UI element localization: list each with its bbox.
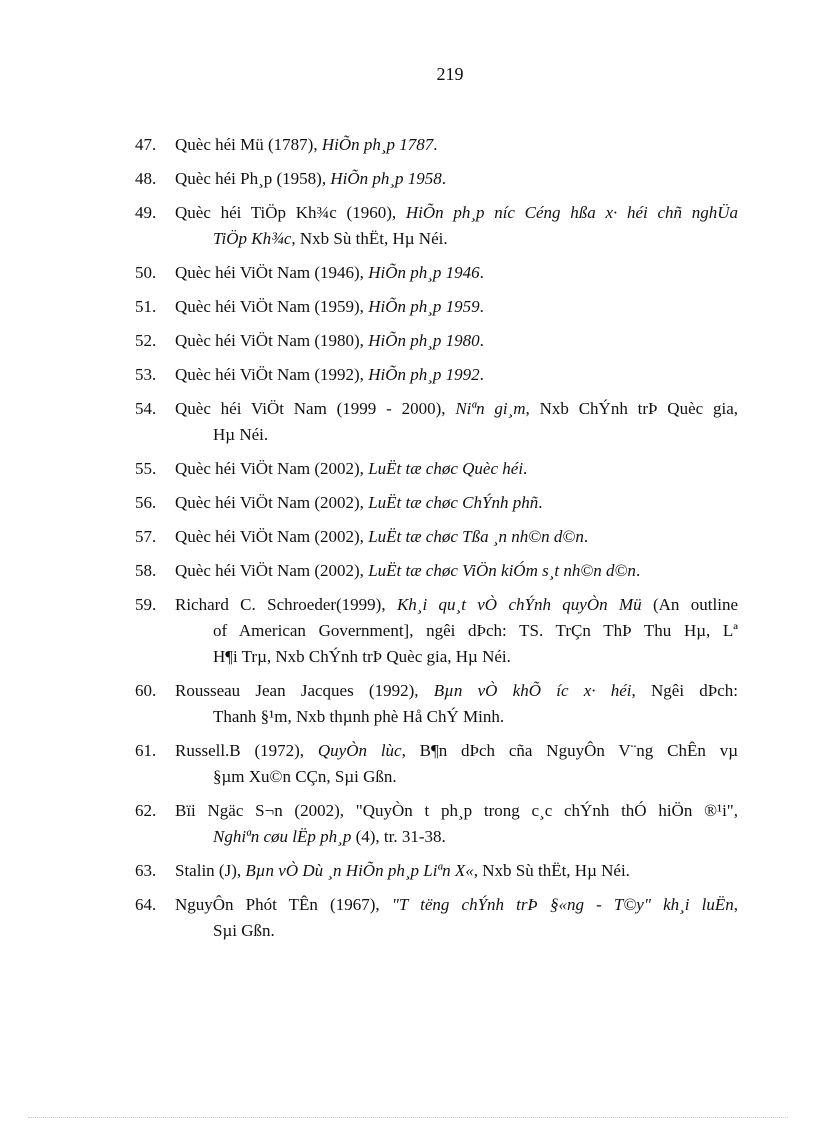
reference-item xyxy=(135,260,738,286)
reference-title: Nghiªn cøu lËp ph¸p xyxy=(213,827,352,846)
reference-number: 49. xyxy=(135,203,157,222)
reference-text xyxy=(175,678,738,730)
reference-title: Bµn vÒ Dù ¸n HiÕn ph¸p Liªn X« xyxy=(245,861,474,880)
reference-item xyxy=(135,798,738,850)
page-number: 219 xyxy=(436,64,464,84)
reference-title: Kh¸i qu¸t vÒ chÝnh quyÒn Mü xyxy=(396,595,642,614)
reference-segment: of American Government], ngêi dÞch: TS. TrÇn ThÞ Thu Hµ, Lª xyxy=(213,621,738,640)
reference-segment: Quèc héi ViÖt Nam (1946), xyxy=(175,263,369,282)
reference-line xyxy=(175,704,738,730)
reference-list xyxy=(135,132,738,952)
reference-title: LuËt tæ chøc ChÝnh phñ xyxy=(368,493,539,512)
reference-segment: . xyxy=(479,365,484,384)
reference-text xyxy=(175,396,738,448)
reference-line xyxy=(175,200,738,226)
reference-line xyxy=(175,422,738,448)
reference-segment: Quèc héi ViÖt Nam (1992), xyxy=(175,365,369,384)
reference-line xyxy=(175,618,738,644)
reference-segment: Quèc héi TiÖp Kh¾c (1960), xyxy=(175,203,406,222)
reference-number: 53. xyxy=(135,365,157,384)
reference-number: 64. xyxy=(135,895,157,914)
reference-number: 50. xyxy=(135,263,157,282)
reference-text xyxy=(175,260,738,286)
reference-segment: . xyxy=(635,561,641,580)
reference-segment: Quèc héi Mü (1787), xyxy=(175,135,322,154)
reference-item xyxy=(135,396,738,448)
reference-line xyxy=(175,260,738,286)
reference-segment: , Nxb ChÝnh trÞ Quèc gia, xyxy=(525,399,738,418)
reference-segment: (An outline xyxy=(641,595,738,614)
reference-segment: , xyxy=(733,895,738,914)
reference-title: HiÕn ph¸p 1787 xyxy=(321,135,434,154)
reference-title: HiÕn ph¸p níc Céng hßa x· héi chñ nghÜa xyxy=(405,203,738,222)
reference-line xyxy=(175,798,738,824)
reference-item xyxy=(135,490,738,516)
reference-text xyxy=(175,362,738,388)
reference-line xyxy=(175,132,738,158)
reference-segment: H¶i Trµ, Nxb ChÝnh trÞ Quèc gia, Hµ Néi. xyxy=(213,647,511,666)
reference-segment: Quèc héi ViÖt Nam (2002), xyxy=(175,527,369,546)
reference-text xyxy=(175,558,738,584)
reference-segment: Quèc héi ViÖt Nam (2002), xyxy=(175,459,369,478)
reference-text xyxy=(175,738,738,790)
reference-segment: Thanh §¹m, Nxb thµnh phè Hå ChÝ Minh. xyxy=(213,707,505,726)
reference-segment: . xyxy=(433,135,438,154)
reference-number: 57. xyxy=(135,527,157,546)
reference-line xyxy=(175,396,738,422)
page-bottom-divider xyxy=(28,1117,788,1118)
reference-segment: Richard C. Schroeder(1999), xyxy=(175,595,397,614)
reference-line xyxy=(175,362,738,388)
reference-item xyxy=(135,524,738,550)
reference-segment: Bïi Ngäc S¬n (2002), "QuyÒn t ph¸p trong c¸c chÝnh thÓ hiÖn ®¹i", xyxy=(175,801,738,820)
reference-segment: Quèc héi ViÖt Nam (1999 - 2000), xyxy=(175,399,456,418)
reference-title: HiÕn ph¸p 1980 xyxy=(368,331,480,350)
reference-text xyxy=(175,294,738,320)
reference-text xyxy=(175,166,738,192)
reference-segment: Sµi Gßn. xyxy=(213,921,275,940)
reference-line xyxy=(175,524,738,550)
reference-item xyxy=(135,132,738,158)
reference-line xyxy=(175,858,738,884)
reference-number: 58. xyxy=(135,561,157,580)
reference-segment: Rousseau Jean Jacques (1992), xyxy=(175,681,434,700)
reference-number: 63. xyxy=(135,861,157,880)
reference-segment: (4), tr. 31-38. xyxy=(351,827,446,846)
reference-segment: NguyÔn Phót TÊn (1967), xyxy=(175,895,392,914)
reference-line xyxy=(175,644,738,670)
reference-item xyxy=(135,362,738,388)
reference-segment: . xyxy=(538,493,543,512)
reference-number: 48. xyxy=(135,169,157,188)
reference-item xyxy=(135,558,738,584)
reference-number: 55. xyxy=(135,459,157,478)
reference-line xyxy=(175,456,738,482)
reference-segment: Quèc héi ViÖt Nam (2002), xyxy=(175,561,369,580)
reference-segment: Quèc héi ViÖt Nam (1980), xyxy=(175,331,369,350)
reference-segment: . xyxy=(583,527,589,546)
reference-text xyxy=(175,490,738,516)
reference-segment: , B¶n dÞch cña NguyÔn V¨ng ChÊn vµ xyxy=(401,741,738,760)
reference-text xyxy=(175,858,738,884)
reference-segment: Stalin (J), xyxy=(175,861,246,880)
reference-line xyxy=(175,226,738,252)
reference-segment: . xyxy=(523,459,528,478)
reference-title: QuyÒn lùc xyxy=(317,741,402,760)
reference-number: 56. xyxy=(135,493,157,512)
reference-item xyxy=(135,166,738,192)
reference-item xyxy=(135,738,738,790)
reference-title: LuËt tæ chøc ViÖn kiÓm s¸t nh©n d©n xyxy=(368,561,636,580)
reference-item xyxy=(135,892,738,944)
reference-item xyxy=(135,592,738,670)
reference-segment: , Nxb Sù thËt, Hµ Néi. xyxy=(291,229,448,248)
reference-segment: , Ngêi dÞch: xyxy=(631,681,738,700)
reference-title: LuËt tæ chøc Quèc héi xyxy=(368,459,524,478)
reference-title: HiÕn ph¸p 1946 xyxy=(368,263,480,282)
reference-line xyxy=(175,490,738,516)
reference-line xyxy=(175,166,738,192)
reference-segment: Quèc héi Ph¸p (1958), xyxy=(175,169,331,188)
reference-line xyxy=(175,328,738,354)
reference-number: 52. xyxy=(135,331,157,350)
reference-title: Bµn vÒ khÕ íc x· héi xyxy=(433,681,632,700)
reference-text xyxy=(175,592,738,670)
reference-line xyxy=(175,824,738,850)
reference-item xyxy=(135,294,738,320)
reference-segment: . xyxy=(479,297,484,316)
reference-line xyxy=(175,294,738,320)
reference-number: 54. xyxy=(135,399,157,418)
reference-number: 61. xyxy=(135,741,157,760)
reference-title: TiÖp Kh¾c xyxy=(213,229,292,248)
reference-item xyxy=(135,200,738,252)
reference-title: Niªn gi¸m xyxy=(455,399,526,418)
reference-segment: , Nxb Sù thËt, Hµ Néi. xyxy=(473,861,630,880)
reference-segment: . xyxy=(479,263,484,282)
reference-text xyxy=(175,200,738,252)
reference-text xyxy=(175,892,738,944)
reference-line xyxy=(175,678,738,704)
reference-item xyxy=(135,456,738,482)
reference-text xyxy=(175,798,738,850)
reference-item xyxy=(135,858,738,884)
reference-segment: Hµ Néi. xyxy=(213,425,269,444)
reference-segment: . xyxy=(479,331,484,350)
reference-segment: Russell.B (1972), xyxy=(175,741,318,760)
reference-title: HiÕn ph¸p 1992 xyxy=(368,365,480,384)
reference-number: 59. xyxy=(135,595,157,614)
reference-line xyxy=(175,764,738,790)
reference-line xyxy=(175,738,738,764)
reference-item xyxy=(135,328,738,354)
reference-segment: . xyxy=(441,169,447,188)
reference-segment: Quèc héi ViÖt Nam (2002), xyxy=(175,493,369,512)
reference-number: 62. xyxy=(135,801,157,820)
reference-text xyxy=(175,132,738,158)
reference-line xyxy=(175,892,738,918)
reference-line xyxy=(175,592,738,618)
reference-line xyxy=(175,558,738,584)
reference-segment: §µm Xu©n CÇn, Sµi Gßn. xyxy=(213,767,397,786)
reference-number: 47. xyxy=(135,135,157,154)
reference-segment: Quèc héi ViÖt Nam (1959), xyxy=(175,297,369,316)
reference-text xyxy=(175,524,738,550)
reference-title: LuËt tæ chøc Tßa ¸n nh©n d©n xyxy=(368,527,584,546)
reference-title: "T tëng chÝnh trÞ §«ng - T©y" kh¸i luËn xyxy=(391,895,734,914)
reference-text xyxy=(175,328,738,354)
reference-title: HiÕn ph¸p 1959 xyxy=(368,297,480,316)
reference-line xyxy=(175,918,738,944)
reference-text xyxy=(175,456,738,482)
reference-item xyxy=(135,678,738,730)
reference-title: HiÕn ph¸p 1958 xyxy=(330,169,442,188)
reference-number: 60. xyxy=(135,681,157,700)
reference-number: 51. xyxy=(135,297,157,316)
